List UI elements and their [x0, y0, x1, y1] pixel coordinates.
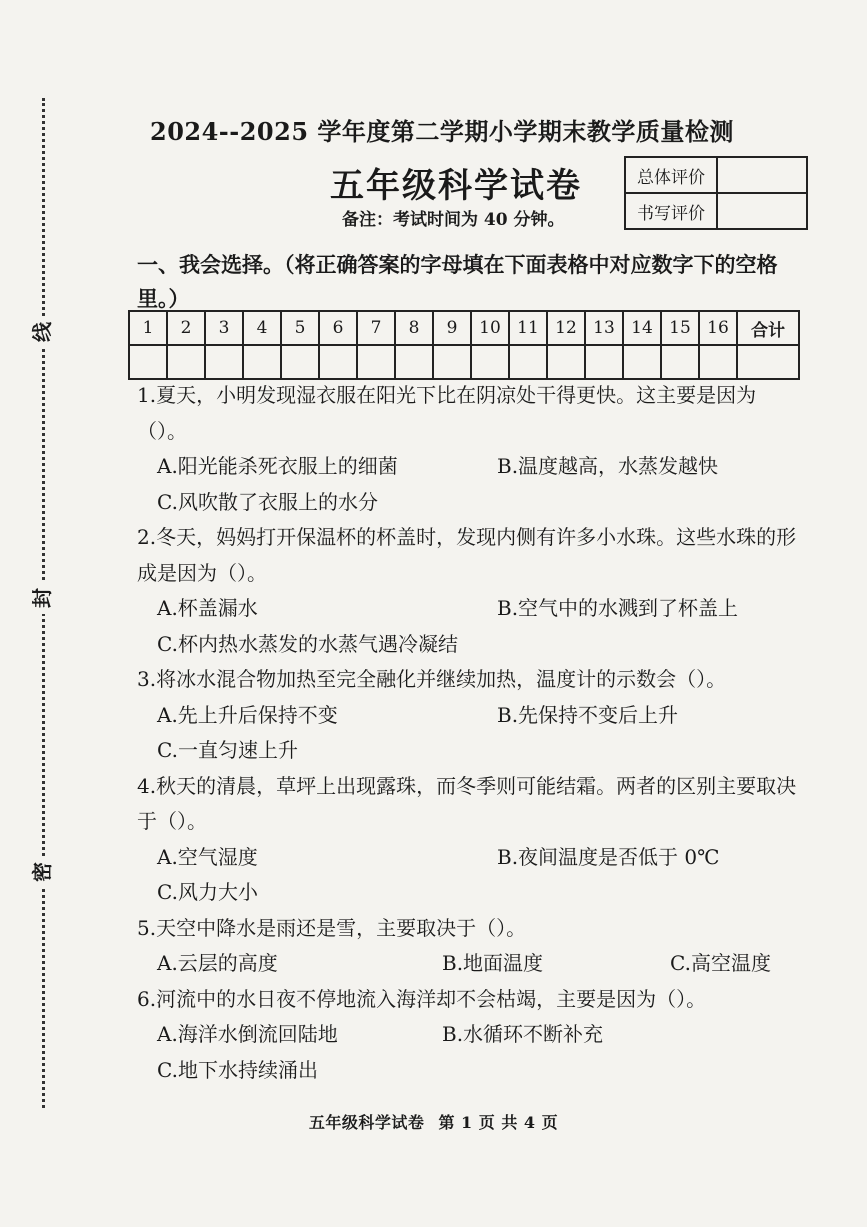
option-row [137, 627, 802, 663]
evaluation-row [625, 193, 807, 229]
option-5c: C.高空温度 [670, 951, 771, 975]
answer-blank-cell[interactable] [661, 345, 699, 379]
option-3a: A.先上升后保持不变 [157, 702, 338, 727]
option-3c: C.一直匀速上升 [157, 738, 298, 762]
exam-header-title: 2024--2025 学年度第二学期小学期末教学质量检测 [150, 117, 734, 146]
answer-number: 9 [433, 311, 471, 345]
answer-number: 13 [585, 311, 623, 345]
option-row [137, 733, 802, 769]
option-6a: A.海洋水倒流回陆地 [157, 1022, 338, 1046]
answer-blank-cell[interactable] [357, 345, 395, 379]
answer-table [128, 310, 800, 380]
answer-number: 3 [205, 311, 243, 345]
option-2a: A.杯盖漏水 [157, 596, 258, 620]
answer-table-number-row [129, 311, 799, 345]
option-row [137, 485, 802, 521]
answer-blank-cell[interactable] [547, 345, 585, 379]
option-5a: A.云层的高度 [157, 951, 278, 975]
option-1a: A.阳光能杀死衣服上的细菌 [157, 454, 398, 478]
answer-blank-cell[interactable] [167, 345, 205, 379]
evaluation-row [625, 157, 807, 193]
answer-blank-cell[interactable] [243, 345, 281, 379]
answer-number: 12 [547, 311, 585, 345]
option-3b: B.先保持不变后上升 [497, 702, 679, 727]
answer-number: 16 [699, 311, 737, 345]
binding-char-xian: 线 [26, 316, 58, 348]
option-4a: A.空气湿度 [157, 844, 258, 869]
option-row [137, 840, 802, 876]
footer-subject: 五年级科学试卷 [308, 1113, 425, 1132]
evaluation-value-cell[interactable] [717, 157, 807, 193]
answer-number: 1 [129, 311, 167, 345]
answer-blank-cell[interactable] [433, 345, 471, 379]
question-stem-2: 2.冬天，妈妈打开保温杯的杯盖时，发现内侧有许多小水珠。这些水珠的形成是因为（）。 [137, 525, 797, 585]
answer-number: 2 [167, 311, 205, 345]
option-row [137, 946, 802, 982]
answer-blank-cell[interactable] [281, 345, 319, 379]
question-stem-4: 4.秋天的清晨，草坪上出现露珠，而冬季则可能结霜。两者的区别主要取决于（）。 [137, 773, 797, 833]
option-2c: C.杯内热水蒸发的水蒸气遇冷凝结 [157, 631, 458, 656]
option-row [137, 875, 802, 911]
answer-total-label: 合计 [737, 311, 799, 345]
answer-blank-cell[interactable] [585, 345, 623, 379]
answer-number: 10 [471, 311, 509, 345]
binding-char-mi: 密 [26, 856, 58, 888]
page-footer [0, 1110, 867, 1133]
option-1b: B.温度越高，水蒸发越快 [497, 454, 719, 478]
option-row [137, 1053, 802, 1089]
answer-number: 5 [281, 311, 319, 345]
answer-number: 14 [623, 311, 661, 345]
answer-blank-cell[interactable] [699, 345, 737, 379]
answer-number: 6 [319, 311, 357, 345]
answer-number: 11 [509, 311, 547, 345]
question-stem-3: 3.将冰水混合物加热至完全融化并继续加热，温度计的示数会（）。 [137, 667, 727, 691]
answer-number: 8 [395, 311, 433, 345]
answer-blank-cell[interactable] [395, 345, 433, 379]
answer-total-cell[interactable] [737, 345, 799, 379]
answer-blank-cell[interactable] [509, 345, 547, 379]
section-1-heading: 一、我会选择。（将正确答案的字母填在下面表格中对应数字下的空格里。） [137, 252, 778, 311]
question-list [137, 378, 802, 1088]
binding-char-feng: 封 [26, 582, 58, 614]
option-row [137, 591, 802, 627]
question-stem-6: 6.河流中的水日夜不停地流入海洋却不会枯竭，主要是因为（）。 [137, 986, 707, 1011]
answer-blank-cell[interactable] [205, 345, 243, 379]
option-1c: C.风吹散了衣服上的水分 [157, 489, 378, 514]
evaluation-value-cell[interactable] [717, 193, 807, 229]
option-5b: B.地面温度 [442, 951, 544, 975]
evaluation-label: 总体评价 [625, 157, 717, 193]
option-4c: C.风力大小 [157, 880, 258, 904]
answer-blank-cell[interactable] [129, 345, 167, 379]
answer-number: 7 [357, 311, 395, 345]
question-stem-1: 1.夏天，小明发现湿衣服在阳光下比在阴凉处干得更快。这主要是因为（）。 [137, 383, 757, 443]
answer-blank-cell[interactable] [471, 345, 509, 379]
answer-number: 4 [243, 311, 281, 345]
option-4b: B.夜间温度是否低于 0℃ [497, 844, 720, 869]
answer-number: 15 [661, 311, 699, 345]
footer-page-number: 第 1 页 共 4 页 [438, 1113, 559, 1132]
exam-time-note: 备注：考试时间为 40 分钟。 [342, 210, 565, 230]
exam-main-title: 五年级科学试卷 [330, 166, 582, 206]
question-stem-5: 5.天空中降水是雨还是雪，主要取决于（）。 [137, 915, 527, 940]
answer-table-blank-row [129, 345, 799, 379]
option-2b: B.空气中的水溅到了杯盖上 [497, 596, 739, 620]
option-row [137, 698, 802, 734]
option-row [137, 1017, 802, 1053]
evaluation-label: 书写评价 [625, 193, 717, 229]
option-6b: B.水循环不断补充 [442, 1022, 604, 1046]
answer-blank-cell[interactable] [319, 345, 357, 379]
option-6c: C.地下水持续涌出 [157, 1057, 318, 1082]
evaluation-table [624, 156, 808, 230]
option-row [137, 449, 802, 485]
answer-blank-cell[interactable] [623, 345, 661, 379]
